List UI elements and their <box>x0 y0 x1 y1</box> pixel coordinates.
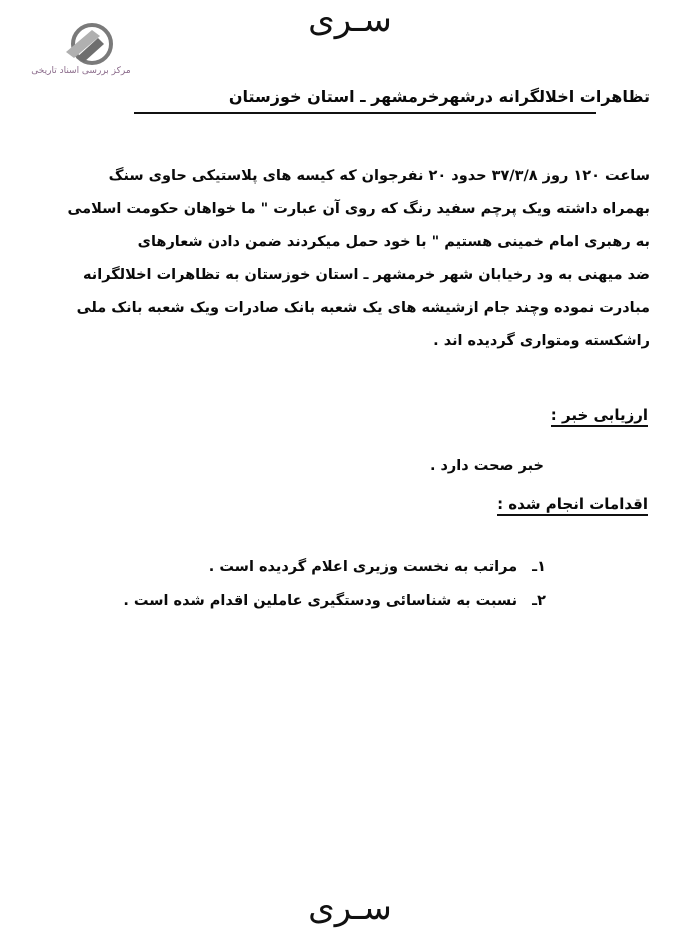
classification-stamp-bottom: سـری <box>308 888 392 928</box>
list-item <box>86 550 546 584</box>
action-text: نسبت به شناسائی ودستگیری عاملین اقدام شده است . <box>123 593 518 609</box>
archive-logo-icon <box>52 22 116 66</box>
report-body <box>50 160 650 358</box>
report-body-line: به رهبری امام خمینی هستیم " با خود حمل میکردند ضمن دادن شعارهای <box>137 234 650 250</box>
action-number: ۲ـ <box>532 593 546 609</box>
document-title: تظاهرات اخلالگرانه درشهرخرمشهر ـ استان خوزستان <box>228 87 650 106</box>
evaluation-heading <box>551 404 648 426</box>
list-item <box>86 584 546 618</box>
title-underline <box>134 112 596 114</box>
actions-list <box>86 550 546 618</box>
report-body-line: راشکسته ومتواری گردیده اند . <box>433 333 650 349</box>
actions-heading <box>497 493 648 515</box>
archive-watermark-text: مرکز بررسی اسناد تاریخی <box>31 66 131 76</box>
report-body-line: ضد میهنی به ود رخیابان شهر خرمشهر ـ استان خوزستان به تظاهرات اخلالگرانه <box>82 267 650 283</box>
report-body-line: بهمراه داشته ویک پرچم سفید رنگ که روی آن عبارت " ما خواهان حکومت اسلامی <box>67 201 650 217</box>
classification-stamp-top: سـری <box>308 0 392 40</box>
report-body-line: مبادرت نموده وچند جام ازشیشه های یک شعبه بانک صادرات ویک شعبه بانک ملی <box>76 300 650 316</box>
action-text: مراتب به نخست وزیری اعلام گردیده است . <box>208 559 518 575</box>
archive-watermark <box>16 22 146 82</box>
action-number: ۱ـ <box>532 559 546 575</box>
actions-heading-label: اقدامات انجام شده : <box>497 495 648 516</box>
evaluation-heading-label: ارزیابی خبر : <box>551 406 648 427</box>
evaluation-value: خبر صحت دارد . <box>429 458 544 474</box>
report-body-line: ساعت ۱۲۰ روز ۳۷/۳/۸ حدود ۲۰ نفرجوان که کیسه های پلاستیکی حاوی سنگ <box>108 168 650 184</box>
